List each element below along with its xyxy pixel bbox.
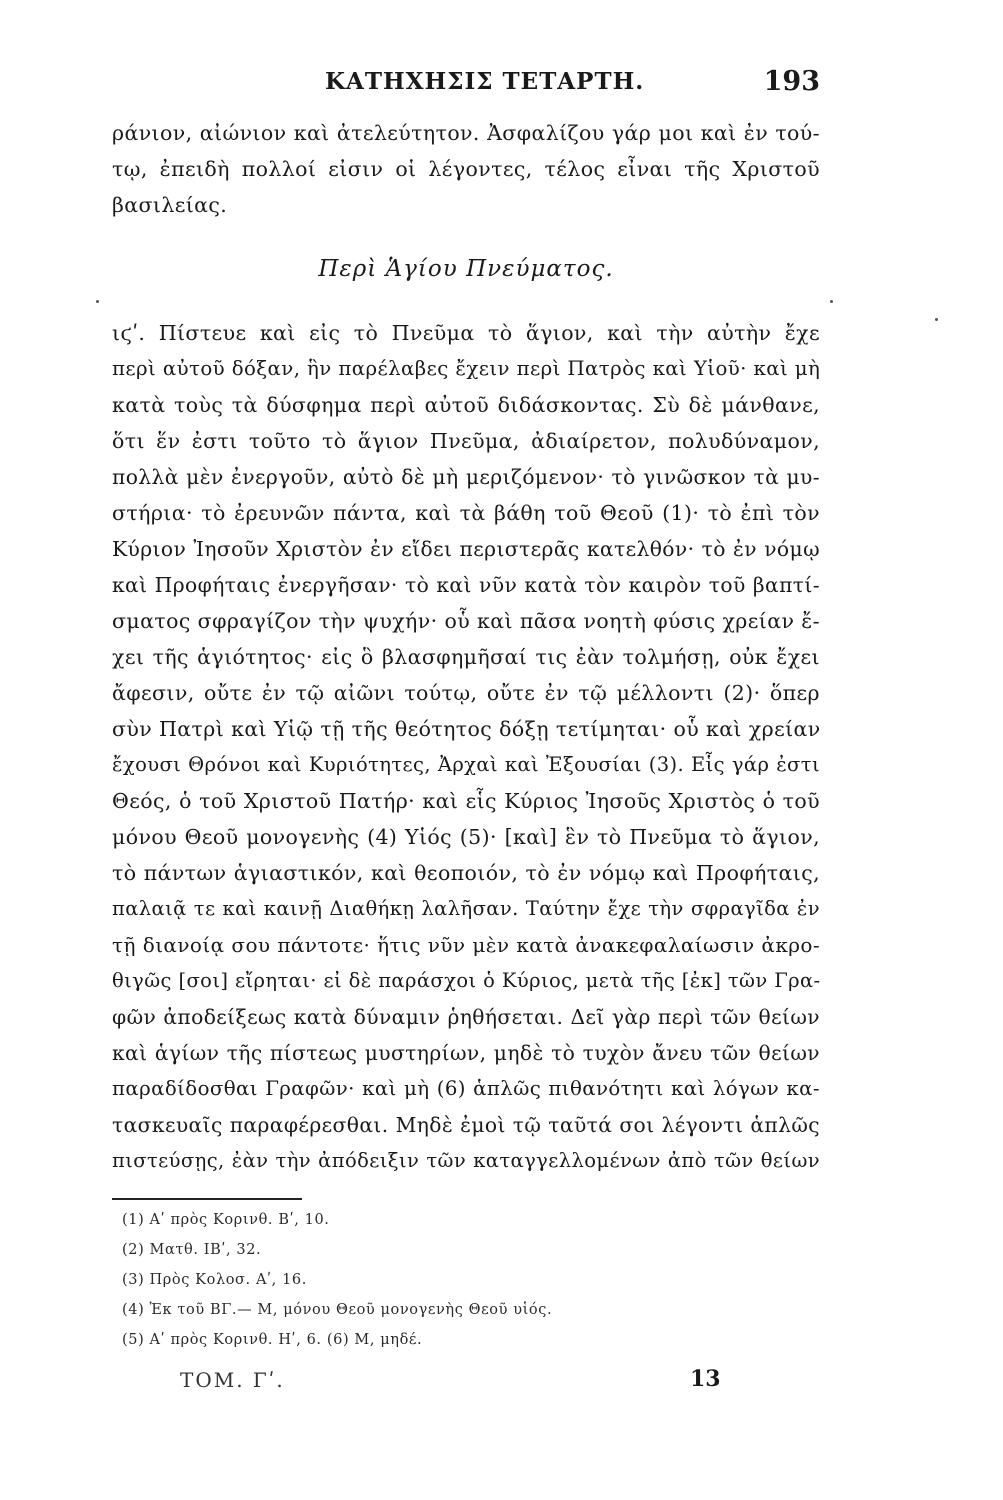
text-line: τῳ, ἐπειδὴ πολλοί εἰσιν οἱ λέγοντες, τέλος εἶναι τῆς Χριστοῦ xyxy=(112,157,820,181)
text-line: περὶ αὐτοῦ δόξαν, ἣν παρέλαβες ἔχειν περὶ Πατρὸς καὶ Υἱοῦ· καὶ μὴ xyxy=(112,357,821,380)
text-line: τὸ πάντων ἁγιαστικόν, καὶ θεοποιόν, τὸ ἐν νόμῳ καὶ Προφήταις, xyxy=(112,861,820,885)
footnote: (2) Ματθ. ΙΒʹ, 32. xyxy=(122,1242,262,1258)
text-line: βασιλείας. xyxy=(112,193,228,217)
section-heading: Περὶ Ἁγίου Πνεύματος. xyxy=(318,256,614,282)
gathering-number: 13 xyxy=(690,1366,721,1392)
page-number: 193 xyxy=(763,66,820,97)
text-line: παραδίδοσθαι Γραφῶν· καὶ μὴ (6) ἁπλῶς πιθανότητι καὶ λόγων κα- xyxy=(112,1077,820,1100)
footnote: (1) Αʹ πρὸς Κορινθ. Βʹ, 10. xyxy=(122,1212,330,1228)
text-line: σματος σφραγίζον τὴν ψυχήν· οὗ καὶ πᾶσα νοητὴ φύσις χρείαν ἔ- xyxy=(112,609,820,633)
text-line: παλαιᾷ τε καὶ καινῇ Διαθήκῃ λαλῆσαν. Ταύτην ἔχε τὴν σφραγῖδα ἐν xyxy=(112,897,820,920)
text-line: σὺν Πατρὶ καὶ Υἱῷ τῇ τῆς θεότητος δόξῃ τετίμηται· οὗ καὶ χρείαν xyxy=(112,717,821,741)
text-line: ἄφεσιν, οὔτε ἐν τῷ αἰῶνι τούτῳ, οὔτε ἐν τῷ μέλλοντι (2)· ὅπερ xyxy=(112,681,820,705)
text-line: κατὰ τοὺς τὰ δύσφημα περὶ αὐτοῦ διδάσκοντας. Σὺ δὲ μάνθανε, xyxy=(112,393,820,417)
text-line: μόνου Θεοῦ μονογενὴς (4) Υἱός (5)· [καὶ] ἓν τὸ Πνεῦμα τὸ ἅγιον, xyxy=(112,825,820,849)
volume-signature: ΤΟΜ. Γʹ. xyxy=(180,1368,285,1392)
text-line: ράνιον, αἰώνιον καὶ ἀτελεύτητον. Ἀσφαλίζου γάρ μοι καὶ ἐν τού- xyxy=(112,121,820,145)
footnote: (4) Ἐκ τοῦ ΒΓ.— Μ, μόνου Θεοῦ μονογενὴς Θεοῦ υἱός. xyxy=(122,1302,553,1318)
text-line: θιγῶς [σοι] εἴρηται· εἰ δὲ παράσχοι ὁ Κύριος, μετὰ τῆς [ἐκ] τῶν Γρα- xyxy=(112,969,821,992)
print-speck xyxy=(830,300,833,303)
text-line: τῇ διανοίᾳ σου πάντοτε· ἥτις νῦν μὲν κατὰ ἀνακεφαλαίωσιν ἀκρο- xyxy=(112,933,820,957)
text-line: στήρια· τὸ ἐρευνῶν πάντα, καὶ τὰ βάθη τοῦ Θεοῦ (1)· τὸ ἐπὶ τὸν xyxy=(112,501,820,525)
footnote: (3) Πρὸς Κολοσ. Αʹ, 16. xyxy=(122,1272,307,1288)
text-line: καὶ ἁγίων τῆς πίστεως μυστηρίων, μηδὲ τὸ τυχὸν ἄνευ τῶν θείων xyxy=(112,1041,820,1065)
text-line: ἔχουσι Θρόνοι καὶ Κυριότητες, Ἀρχαὶ καὶ Ἐξουσίαι (3). Εἷς γάρ ἐστι xyxy=(112,753,820,776)
text-line: τασκευαῖς παραφέρεσθαι. Μηδὲ ἐμοὶ τῷ ταῦτά σοι λέγοντι ἁπλῶς xyxy=(112,1113,820,1137)
text-line: ιϛʹ. Πίστευε καὶ εἰς τὸ Πνεῦμα τὸ ἅγιον, καὶ τὴν αὐτὴν ἔχε xyxy=(112,321,820,345)
running-head xyxy=(110,66,820,106)
text-line: Κύριον Ἰησοῦν Χριστὸν ἐν εἴδει περιστερᾶς κατελθόν· τὸ ἐν νόμῳ xyxy=(112,537,820,561)
print-speck xyxy=(935,318,938,321)
text-line: χει τῆς ἁγιότητος· εἰς ὃ βλασφημῆσαί τις ἐὰν τολμήσῃ, οὐκ ἔχει xyxy=(112,645,820,669)
footnote: (5) Αʹ πρὸς Κορινθ. Ηʹ, 6. (6) Μ, μηδέ. xyxy=(122,1332,423,1348)
text-line: καὶ Προφήταις ἐνεργῆσαν· τὸ καὶ νῦν κατὰ τὸν καιρὸν τοῦ βαπτί- xyxy=(112,573,820,597)
text-line: φῶν ἀποδείξεως κατὰ δύναμιν ῥηθήσεται. Δεῖ γὰρ περὶ τῶν θείων xyxy=(112,1005,820,1029)
text-line: πολλὰ μὲν ἐνεργοῦν, αὐτὸ δὲ μὴ μεριζόμενον· τὸ γινῶσκον τὰ μυ- xyxy=(112,465,820,489)
text-line: Θεός, ὁ τοῦ Χριστοῦ Πατήρ· καὶ εἷς Κύριος Ἰησοῦς Χριστὸς ὁ τοῦ xyxy=(112,789,820,813)
print-speck xyxy=(96,300,99,303)
text-line: πιστεύσῃς, ἐὰν τὴν ἀπόδειξιν τῶν καταγγελλομένων ἀπὸ τῶν θείων xyxy=(112,1149,820,1172)
running-title: ΚΑΤΗΧΗΣΙΣ ΤΕΤΑΡΤΗ. xyxy=(325,68,645,95)
text-line: ὅτι ἕν ἐστι τοῦτο τὸ ἅγιον Πνεῦμα, ἀδιαίρετον, πολυδύναμον, xyxy=(112,429,820,453)
footnote-rule xyxy=(112,1198,302,1200)
